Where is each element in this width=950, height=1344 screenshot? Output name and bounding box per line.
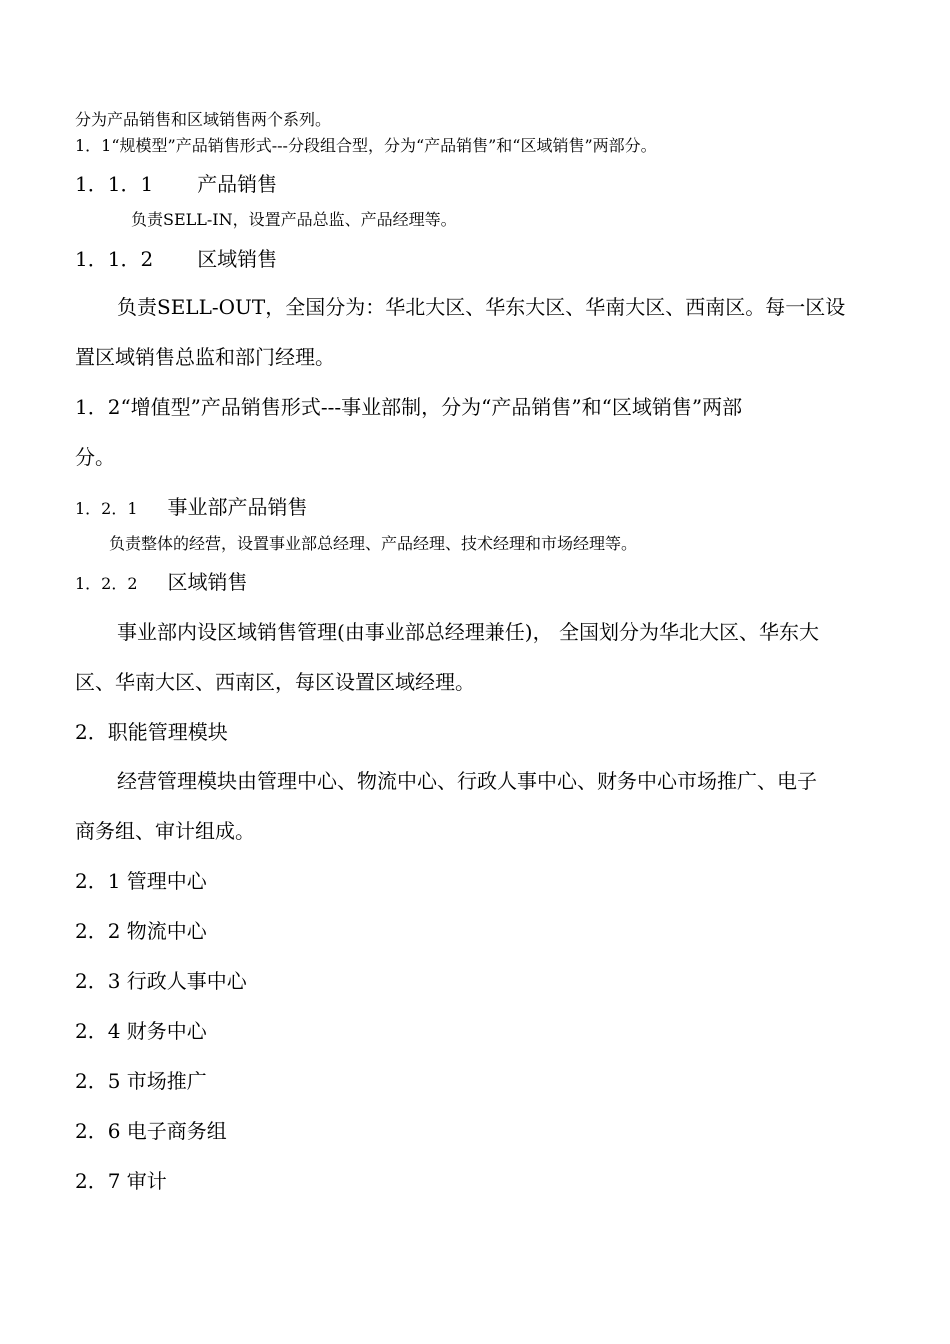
heading-2-6: 2．6 电子商务组 [75,1119,227,1143]
heading-number: 1．2．1 [75,499,138,518]
text-line-sell-out: 负责SELL-OUT，全国分为：华北大区、华东大区、华南大区、西南区。每一区设 [117,295,846,319]
heading-text: 区域销售 [167,570,248,594]
text-line-sell-in: 负责SELL-IN，设置产品总监、产品经理等。 [131,210,457,229]
text-line-module-composition-cont: 商务组、审计组成。 [75,819,255,843]
heading-1-1-2 [75,249,277,269]
heading-number: 1．1．2 [75,247,154,271]
text-line-series-intro: 分为产品销售和区域销售两个系列。 [75,110,332,129]
text-line-regional-management: 事业部内设区域销售管理(由事业部总经理兼任)， 全国划分为华北大区、华东大 [117,620,819,644]
heading-1-1: 1．1“规模型”产品销售形式---分段组合型，分为“产品销售”和“区域销售”两部分。 [75,136,657,155]
heading-2-4: 2．4 财务中心 [75,1019,207,1043]
heading-1-1-1 [75,174,277,194]
heading-number: 1．2．2 [75,574,138,593]
text-line-division-duties: 负责整体的经营，设置事业部总经理、产品经理、技术经理和市场经理等。 [109,534,638,553]
heading-1-2: 1．2“增值型”产品销售形式---事业部制，分为“产品销售”和“区域销售”两部 [75,395,743,419]
heading-text: 事业部产品销售 [167,495,308,519]
heading-2-2: 2．2 物流中心 [75,919,207,943]
heading-2-5: 2．5 市场推广 [75,1069,207,1093]
heading-2: 2．职能管理模块 [75,720,228,744]
heading-text: 区域销售 [197,247,278,271]
heading-1-2-cont: 分。 [75,445,115,469]
heading-2-7: 2．7 审计 [75,1169,167,1193]
heading-number: 1．1．1 [75,172,154,196]
text-line-regional-management-cont: 区、华南大区、西南区，每区设置区域经理。 [75,670,475,694]
heading-text: 产品销售 [197,172,278,196]
text-line-sell-out-cont: 置区域销售总监和部门经理。 [75,345,335,369]
heading-1-2-2 [75,572,248,592]
heading-2-1: 2．1 管理中心 [75,869,207,893]
heading-1-2-1 [75,497,308,517]
heading-2-3: 2．3 行政人事中心 [75,969,247,993]
text-line-module-composition: 经营管理模块由管理中心、物流中心、行政人事中心、财务中心市场推广、电子 [117,769,817,793]
